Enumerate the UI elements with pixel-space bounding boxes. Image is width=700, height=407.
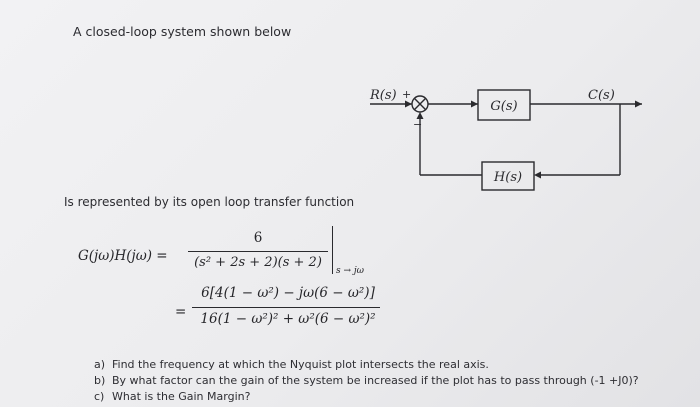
question-c	[94, 390, 250, 403]
open-loop-text: Is represented by its open loop transfer function	[64, 195, 355, 209]
output-label: C(s)	[588, 88, 615, 103]
minus-sign: −	[413, 118, 423, 131]
fraction-bar-2	[192, 307, 380, 308]
question-c-tag: c)	[94, 390, 105, 403]
intro-text: A closed-loop system shown below	[73, 24, 292, 39]
question-b	[94, 374, 639, 387]
question-a	[94, 358, 489, 371]
question-b-text: By what factor can the gain of the system be increased if the plot has to pass through (-1 +J0)?	[112, 374, 639, 387]
feedback-block-label: H(s)	[493, 170, 523, 185]
equation-numerator-1: 6	[253, 230, 263, 246]
equation-denominator-1: (s² + 2s + 2)(s + 2)	[194, 255, 322, 270]
forward-block-label: G(s)	[490, 99, 518, 114]
equation-lhs: G(jω)H(jω) =	[78, 248, 168, 264]
plus-sign: +	[402, 88, 412, 101]
input-label: R(s)	[370, 88, 397, 103]
question-b-tag: b)	[94, 374, 106, 387]
question-a-text: Find the frequency at which the Nyquist plot intersects the real axis.	[112, 358, 489, 371]
evaluation-subscript: s → jω	[336, 266, 365, 276]
equation-equals-2: =	[175, 304, 187, 320]
evaluation-bar	[332, 226, 333, 274]
equation-denominator-2: 16(1 − ω²)² + ω²(6 − ω²)²	[200, 311, 376, 327]
question-a-tag: a)	[94, 358, 106, 371]
question-c-text: What is the Gain Margin?	[112, 390, 251, 403]
fraction-bar-1	[188, 251, 328, 252]
equation-numerator-2: 6[4(1 − ω²) − jω(6 − ω²)]	[201, 285, 375, 301]
